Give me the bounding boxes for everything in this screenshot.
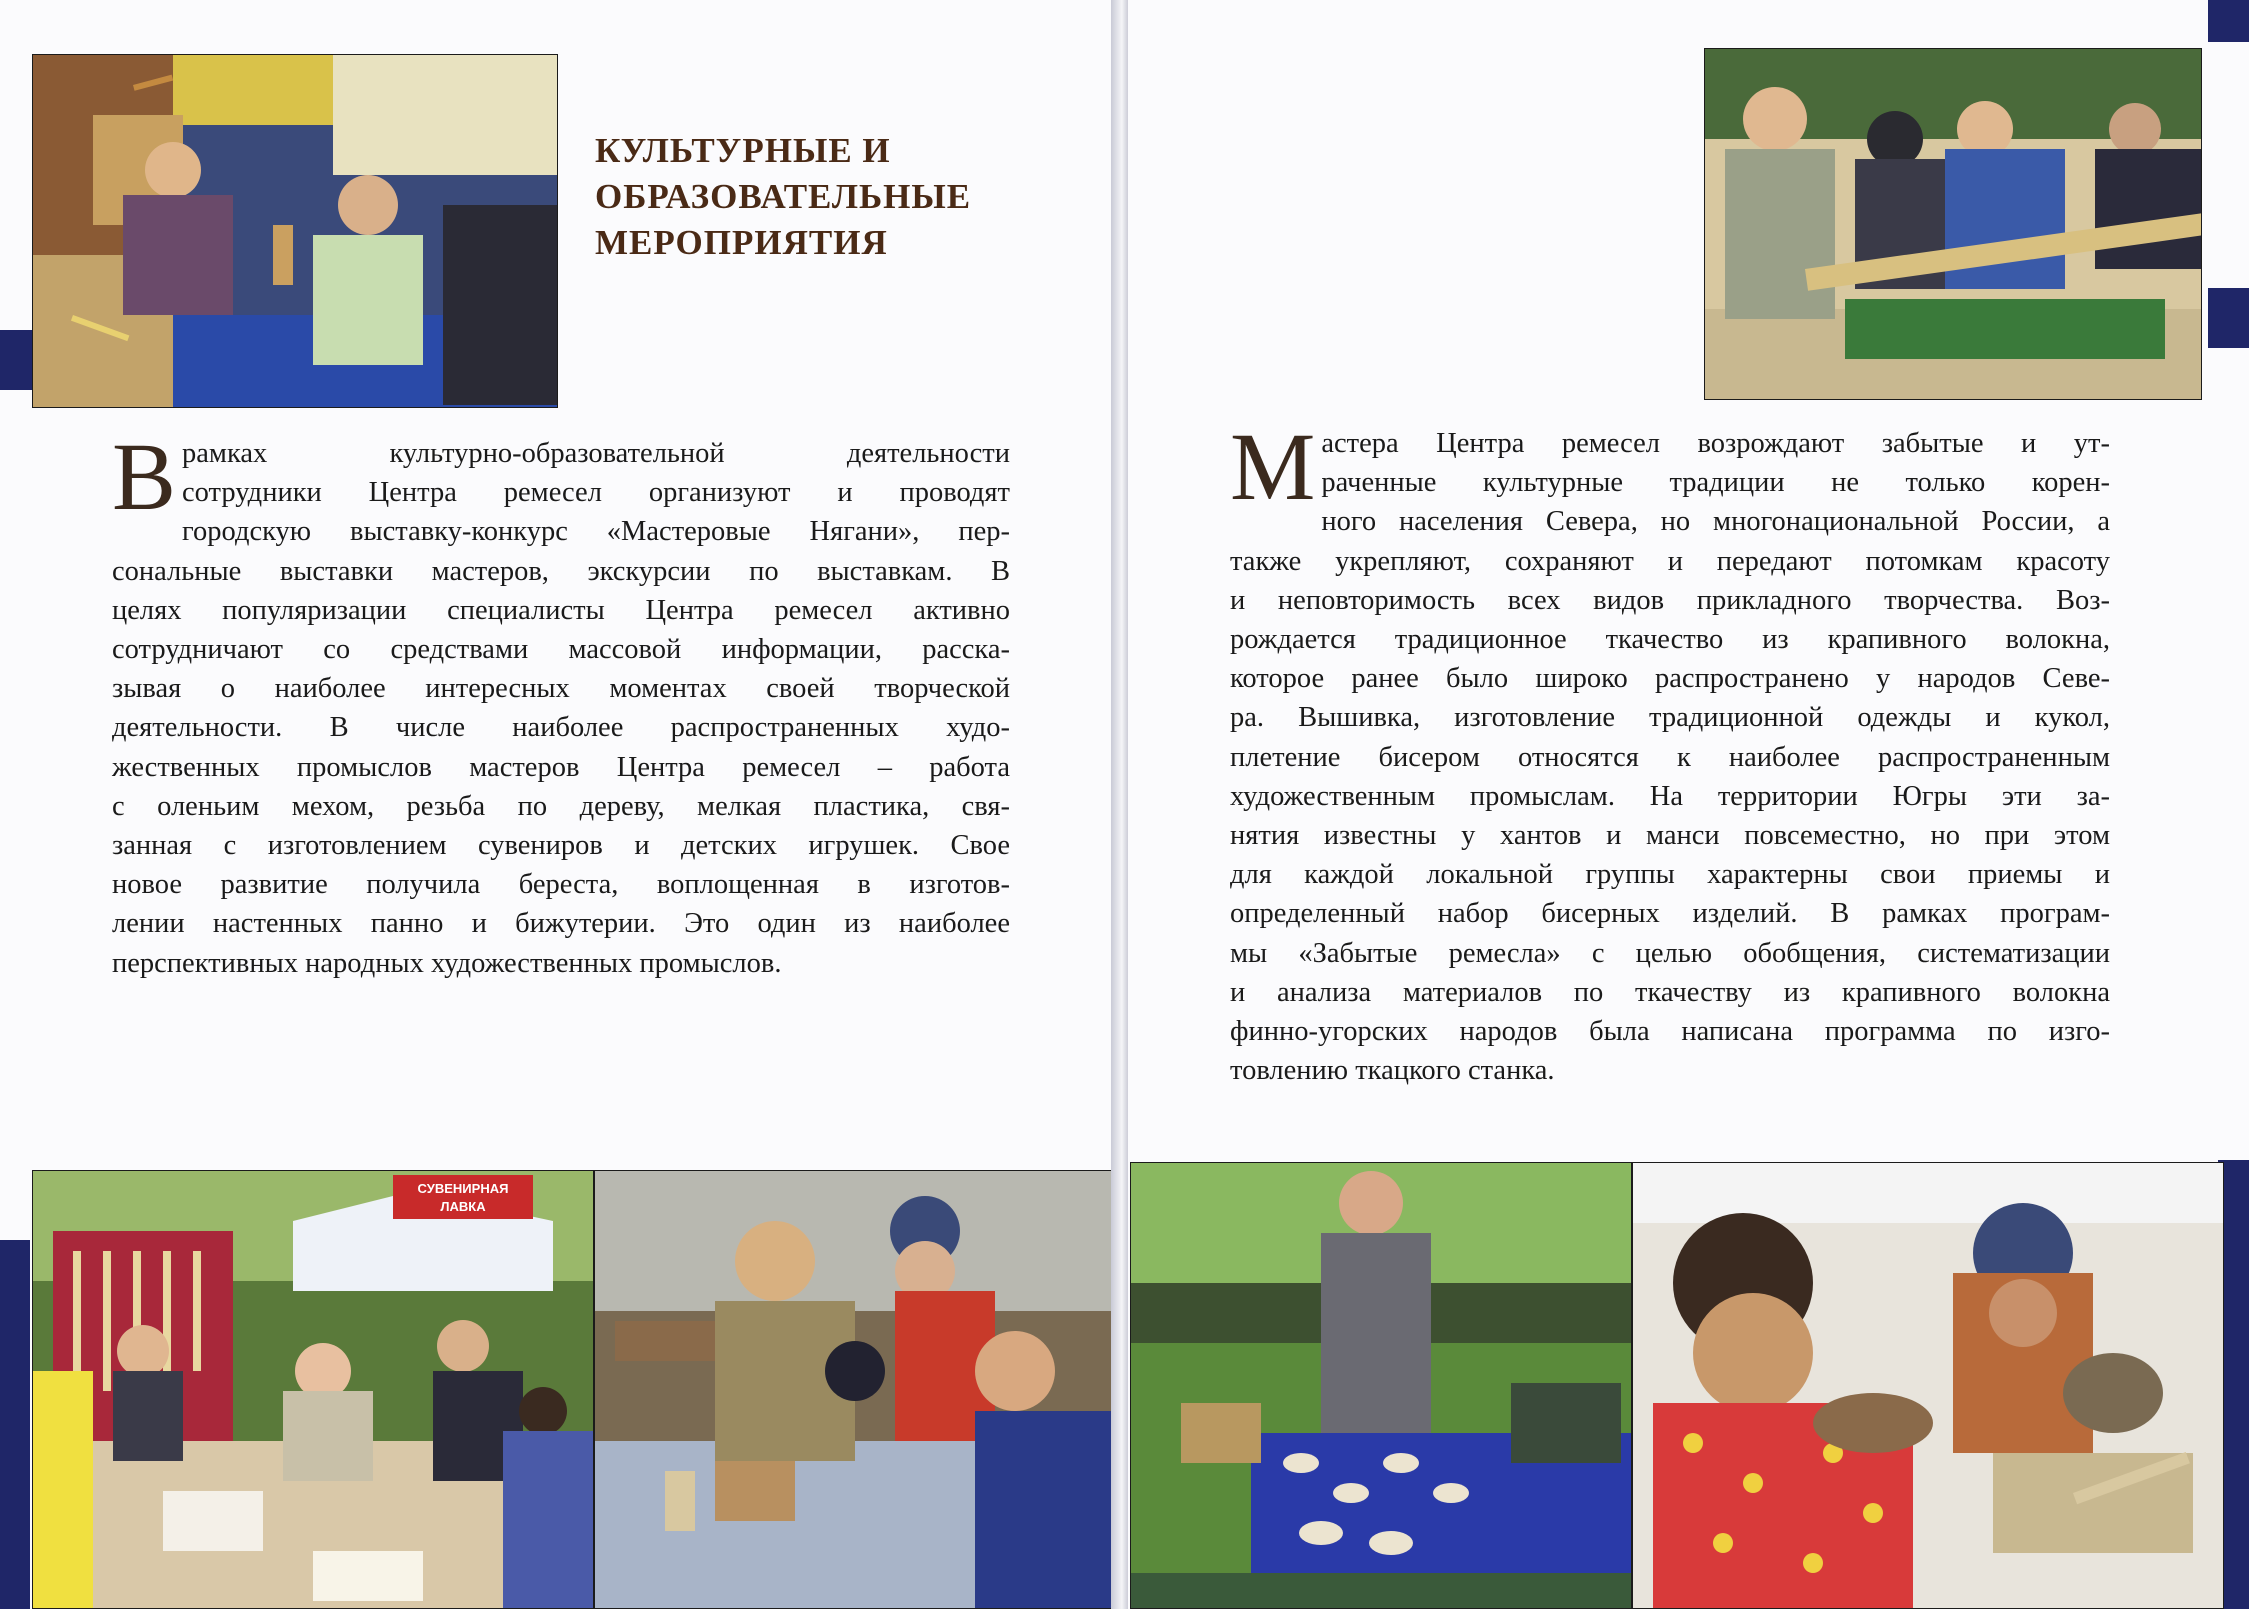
text-line: зывая о наиболее интересных моментах своей творческой xyxy=(112,673,1010,705)
heading-line: МЕРОПРИЯТИЯ xyxy=(595,223,888,262)
photo-birch-craft xyxy=(594,1170,1114,1609)
text-line: с оленьим мехом, резьба по дереву, мелкая пластика, свя- xyxy=(112,790,1010,822)
text-line: деятельности. В числе наиболее распространенных худо- xyxy=(112,712,1010,744)
text-line: и неповторимость всех видов прикладного творчества. Воз- xyxy=(1230,584,2110,616)
text-line: мы «Забытые ремесла» с целью обобщения, систематизации xyxy=(1230,937,2110,969)
text-line: перспективных народных художественных промыслов. xyxy=(112,947,782,979)
photo-nettle-weaving xyxy=(1704,48,2202,400)
text-line: астера Центра ремесел возрождают забытые и ут- xyxy=(1321,428,2110,459)
text-line: жественных промыслов мастеров Центра ремесел – работа xyxy=(112,751,1010,783)
text-line: сотрудничают со средствами массовой информации, расска- xyxy=(112,634,1010,666)
text-line: определенный набор бисерных изделий. В рамках програм- xyxy=(1230,898,2110,930)
text-line: плетение бисером относятся к наиболее распространенным xyxy=(1230,741,2110,773)
text-line: сональные выставки мастеров, экскурсии по выставкам. В xyxy=(112,555,1010,587)
heading-line: ОБРАЗОВАТЕЛЬНЫЕ xyxy=(595,177,972,216)
text-line: и анализа материалов по ткачеству из крапивного волокна xyxy=(1230,976,2110,1008)
text-line: занная с изготовлением сувениров и детских игрушек. Свое xyxy=(112,830,1010,862)
text-line: нятия известны у хантов и манси повсеместно, но при этом xyxy=(1230,820,2110,852)
text-line: ного населения Севера, но многонациональной России, а xyxy=(1321,506,2110,538)
text-line: новое развитие получила береста, воплощенная в изготов- xyxy=(112,869,1010,901)
navy-accent xyxy=(2208,288,2249,348)
text-line: рамках культурно-образовательной деятельности xyxy=(182,438,1010,469)
text-line: городскую выставку-конкурс «Мастеровые Нягани», пер- xyxy=(182,516,1010,548)
text-line: также укрепляют, сохраняют и передают потомкам красоту xyxy=(1230,545,2110,577)
text-line: для каждой локальной группы характерны свои приемы и xyxy=(1230,859,2110,891)
text-line: художественным промыслам. На территории Югры эти за- xyxy=(1230,780,2110,812)
photo-weaving-exhibition xyxy=(32,54,558,408)
drop-cap: В xyxy=(112,423,177,530)
photo-pottery xyxy=(1632,1162,2224,1609)
text-line: раченные культурные традиции не только корен- xyxy=(1321,467,2110,499)
text-line: лении настенных панно и бижутерии. Это один из наиболее xyxy=(112,908,1010,940)
left-paragraph xyxy=(112,423,1010,983)
photo-souvenir-stand xyxy=(32,1170,594,1609)
navy-accent xyxy=(2208,0,2249,42)
text-line: ра. Вышивка, изготовление традиционной одежды и кукол, xyxy=(1230,702,2110,734)
right-paragraph xyxy=(1230,413,2110,1090)
text-line: рождается традиционное ткачество из крапивного волокна, xyxy=(1230,624,2110,656)
left-page xyxy=(0,0,1118,1609)
text-line: которое ранее было широко распространено у народов Севе- xyxy=(1230,663,2110,695)
sign-text: СУВЕНИРНАЯ xyxy=(417,1181,509,1196)
photo-wood-carving xyxy=(1130,1162,1632,1609)
heading-line: КУЛЬТУРНЫЕ И xyxy=(595,131,891,170)
right-page xyxy=(1128,0,2249,1609)
navy-accent xyxy=(0,1240,30,1609)
sign-text: ЛАВКА xyxy=(440,1199,486,1214)
text-line: финно-угорских народов была написана программа по изго- xyxy=(1230,1016,2110,1048)
drop-cap: М xyxy=(1230,413,1316,520)
text-line: сотрудники Центра ремесел организуют и проводят xyxy=(182,477,1010,509)
text-line: целях популяризации специалисты Центра ремесел активно xyxy=(112,594,1010,626)
section-heading xyxy=(595,128,1055,266)
text-line: товлению ткацкого станка. xyxy=(1230,1055,1555,1087)
